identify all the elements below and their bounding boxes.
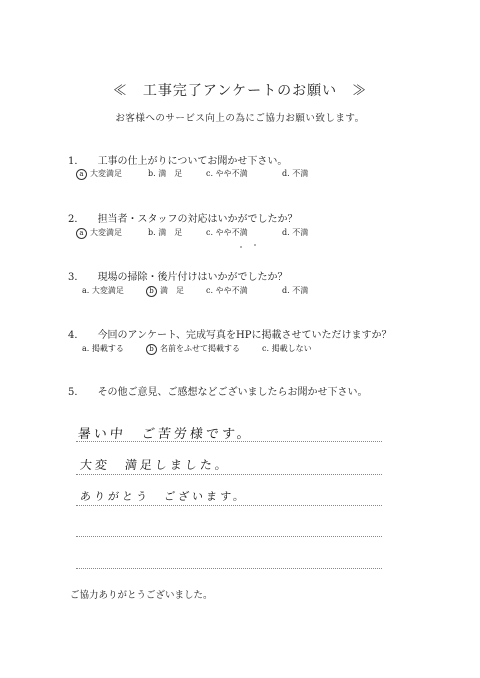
- q4-option-a[interactable]: [82, 343, 124, 354]
- q2-option-b[interactable]: [148, 227, 182, 238]
- q2-option-c[interactable]: [206, 227, 248, 238]
- option-letter: c.: [206, 228, 214, 237]
- question-text: 工事の仕上がりについてお聞かせ下さい。: [97, 156, 288, 167]
- q1-option-d[interactable]: [282, 168, 308, 179]
- option-label: 大変満足: [91, 286, 124, 295]
- answer-line: [76, 505, 382, 506]
- option-label: 不満: [292, 286, 309, 295]
- q1-option-a[interactable]: [76, 168, 122, 180]
- ink-speck: [254, 244, 256, 246]
- q3-option-b[interactable]: [146, 285, 184, 297]
- option-label: 不満: [292, 169, 309, 178]
- closing-message: ご協力ありがとうございました。: [70, 590, 213, 601]
- page-title: ≪ 工事完了アンケートのお願い ≫: [112, 83, 368, 99]
- option-letter: c.: [206, 169, 214, 178]
- option-label: やや不満: [215, 286, 248, 295]
- question-text: 現場の掃除・後片付けはいかがでしたか？: [97, 272, 288, 283]
- q1-option-c[interactable]: [206, 168, 248, 179]
- question-text: 今回のアンケート、完成写真をHPに掲載させていただけますか？: [97, 330, 392, 341]
- option-letter: d.: [282, 169, 290, 178]
- option-label: 掲載する: [91, 344, 124, 353]
- ink-speck: [240, 246, 242, 248]
- option-label: 満 足: [158, 169, 183, 178]
- page-subtitle: お客様へのサービス向上の為にご協力お願い致します。: [115, 113, 365, 124]
- question-text: 担当者・スタッフの対応はいかがでしたか？: [97, 214, 298, 225]
- handwritten-comment-line: ありがとう ございます。: [79, 490, 248, 503]
- handwritten-comment-line: 暑い中 ご苦労様です。: [77, 427, 254, 442]
- question-number: 2．: [68, 214, 85, 225]
- option-letter: a.: [82, 344, 90, 353]
- question-number: 4．: [68, 330, 85, 341]
- q2-option-a[interactable]: [76, 227, 122, 239]
- q3-option-a[interactable]: [82, 285, 124, 296]
- option-letter: c.: [206, 286, 214, 295]
- question-number: 1．: [68, 156, 85, 167]
- q4-option-b[interactable]: [146, 343, 240, 355]
- question-1: [68, 152, 287, 167]
- q2-option-d[interactable]: [282, 227, 308, 238]
- option-label: やや不満: [215, 228, 248, 237]
- option-letter: b.: [148, 228, 156, 237]
- circled-answer-mark: a: [76, 228, 87, 239]
- question-number: 5．: [68, 387, 85, 398]
- question-3: [68, 268, 288, 283]
- option-label: 掲載しない: [271, 344, 312, 353]
- question-2: [68, 210, 298, 225]
- q4-option-c[interactable]: [262, 343, 312, 354]
- option-letter: d.: [282, 228, 290, 237]
- option-letter: d.: [282, 286, 290, 295]
- option-letter: a.: [82, 286, 90, 295]
- option-label: 名前をふせて掲載する: [160, 344, 240, 353]
- question-5: [68, 383, 368, 398]
- option-letter: b.: [148, 169, 156, 178]
- circled-answer-mark: a: [76, 169, 87, 180]
- q3-option-c[interactable]: [206, 285, 248, 296]
- answer-line: [76, 441, 382, 442]
- question-text: その他ご意見、ご感想などございましたらお聞かせ下さい。: [97, 387, 368, 398]
- answer-line: [76, 536, 382, 537]
- q3-option-d[interactable]: [282, 285, 308, 296]
- question-number: 3．: [68, 272, 85, 283]
- option-label: 大変満足: [90, 169, 122, 178]
- handwritten-comment-line: 大変 満足しました。: [79, 458, 231, 472]
- circled-answer-mark: b: [146, 344, 157, 355]
- option-label: 満 足: [158, 228, 183, 237]
- q1-option-b[interactable]: [148, 168, 182, 179]
- option-label: 不満: [292, 228, 309, 237]
- option-label: やや不満: [215, 169, 248, 178]
- circled-answer-mark: b: [146, 286, 157, 297]
- question-4: [68, 326, 392, 341]
- option-letter: c.: [262, 344, 270, 353]
- option-label: 満 足: [160, 286, 184, 295]
- answer-line: [76, 568, 382, 569]
- answer-line: [76, 474, 382, 475]
- option-label: 大変満足: [90, 228, 122, 237]
